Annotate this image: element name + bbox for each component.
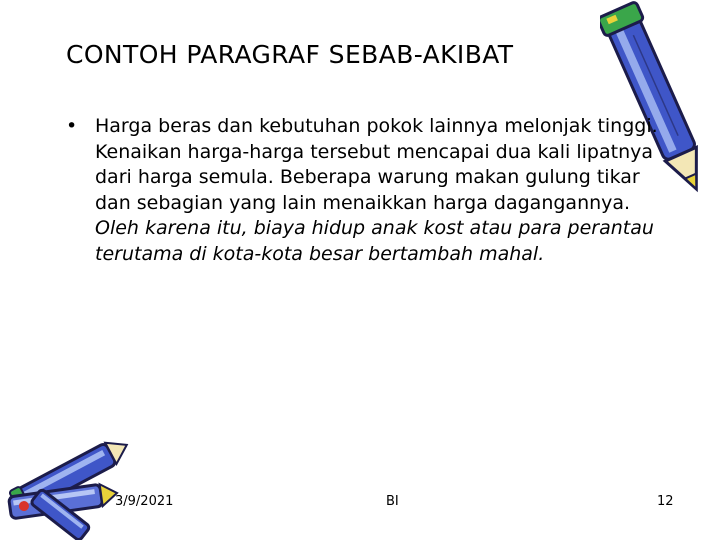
paragraph-text: Harga beras dan kebutuhan pokok lainnya melonjak tinggi. Kenaikan harga-harga tersebut mencapai dua kali lipatnya dari harga semula. Beberapa warung makan gulung tikar dan sebagian yang lain menaikkan harga dagangannya. [95,115,658,214]
footer-center-label: BI [386,494,399,509]
content-body [66,114,678,267]
footer-page-number: 12 [657,494,674,509]
pens-illustration [0,432,150,540]
bullet-paragraph [66,114,678,267]
paragraph-conclusion-italic: Oleh karena itu, biaya hidup anak kost atau para perantau terutama di kota-kota besar bertambah mahal. [95,217,654,265]
footer-date: 3/9/2021 [115,494,174,509]
slide-title: CONTOH PARAGRAF SEBAB-AKIBAT [66,40,514,69]
bullet-marker: • [66,115,78,137]
